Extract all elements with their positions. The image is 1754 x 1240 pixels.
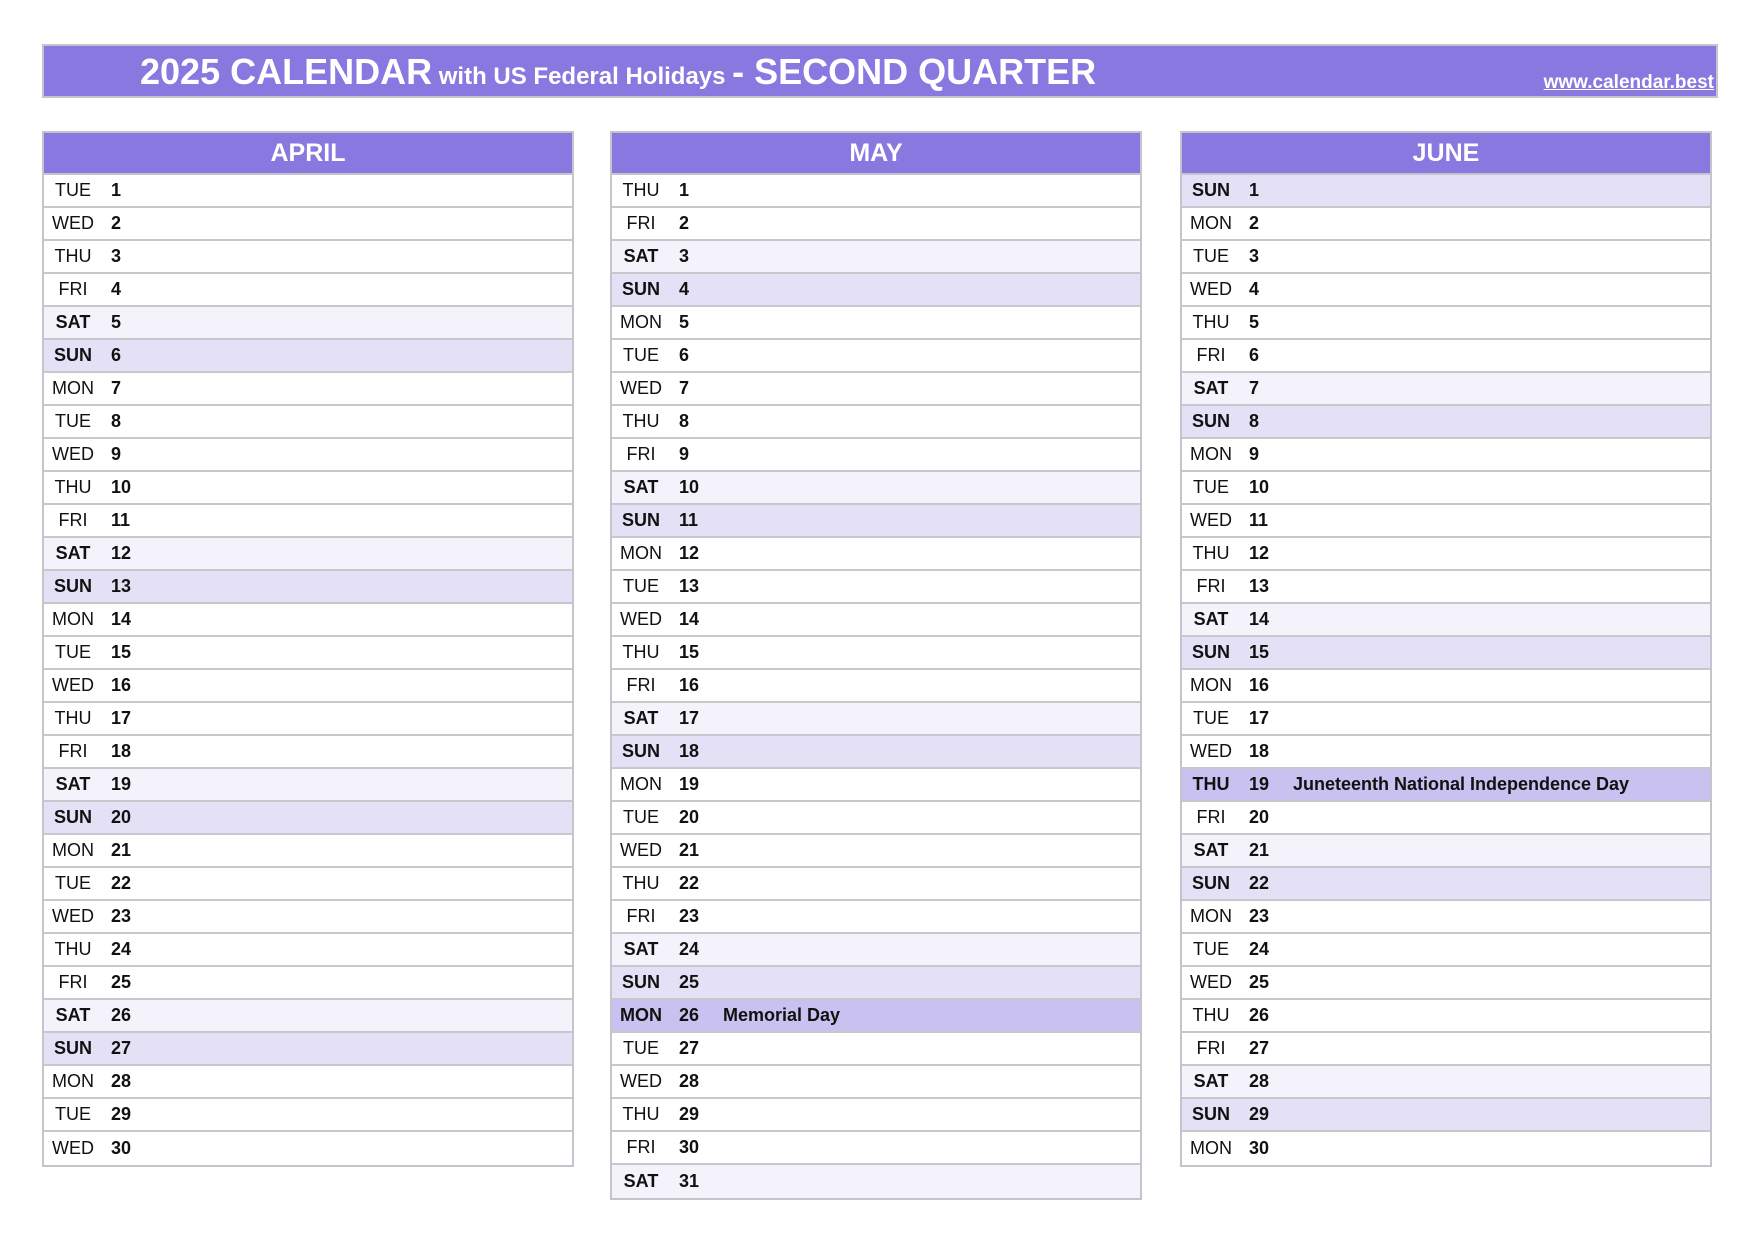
day-row (1182, 1000, 1710, 1033)
day-row (44, 406, 572, 439)
day-row (44, 538, 572, 571)
weekday-label: FRI (1196, 576, 1226, 596)
day-row (1182, 835, 1710, 868)
weekday-label: TUE (623, 345, 659, 365)
holiday-row (1182, 769, 1710, 802)
day-row (44, 934, 572, 967)
day-row (612, 967, 1140, 1000)
day-number: 17 (111, 708, 132, 728)
day-number: 26 (111, 1005, 132, 1025)
weekday-label: SAT (55, 543, 91, 563)
day-number: 2 (679, 213, 690, 233)
weekday-label: TUE (1193, 246, 1229, 266)
day-row (44, 835, 572, 868)
day-row (612, 901, 1140, 934)
weekday-label: FRI (58, 279, 88, 299)
day-row (44, 604, 572, 637)
day-row (612, 472, 1140, 505)
weekday-label: THU (1192, 1005, 1230, 1025)
day-row (44, 736, 572, 769)
day-row (1182, 802, 1710, 835)
month-header: JUNE (1182, 133, 1710, 175)
weekday-label: SUN (1191, 180, 1230, 200)
weekday-label: SUN (621, 972, 660, 992)
weekday-label: MON (1190, 444, 1232, 464)
day-row (612, 406, 1140, 439)
day-row (612, 208, 1140, 241)
day-row (1182, 604, 1710, 637)
day-number: 28 (111, 1071, 132, 1091)
day-row (44, 340, 572, 373)
day-number: 17 (1249, 708, 1270, 728)
weekday-label: FRI (626, 906, 656, 926)
day-number: 2 (111, 213, 122, 233)
day-row (1182, 505, 1710, 538)
weekday-label: MON (1190, 906, 1232, 926)
day-row (612, 439, 1140, 472)
day-number: 21 (111, 840, 132, 860)
day-row (1182, 373, 1710, 406)
day-row (44, 637, 572, 670)
weekday-label: MON (52, 840, 94, 860)
day-row (44, 1099, 572, 1132)
day-row (1182, 703, 1710, 736)
month-header: MAY (612, 133, 1140, 175)
day-number: 29 (1249, 1104, 1270, 1124)
weekday-label: SAT (55, 312, 91, 332)
title-quarter: - SECOND QUARTER (732, 51, 1097, 92)
day-number: 12 (1249, 543, 1270, 563)
weekday-label: THU (1192, 774, 1230, 794)
weekday-label: MON (52, 1071, 94, 1091)
day-row (612, 670, 1140, 703)
day-number: 23 (1249, 906, 1270, 926)
page-title (140, 50, 1096, 102)
day-number: 29 (111, 1104, 132, 1124)
weekday-label: TUE (55, 411, 91, 431)
weekday-label: SUN (53, 576, 92, 596)
day-number: 9 (679, 444, 690, 464)
day-number: 14 (679, 609, 700, 629)
weekday-label: TUE (55, 180, 91, 200)
day-number: 10 (111, 477, 132, 497)
weekday-label: SUN (621, 510, 660, 530)
day-row (44, 373, 572, 406)
day-row (1182, 406, 1710, 439)
day-number: 19 (111, 774, 132, 794)
day-row (44, 802, 572, 835)
day-number: 3 (1249, 246, 1260, 266)
day-row (44, 901, 572, 934)
day-row (612, 934, 1140, 967)
day-number: 12 (679, 543, 700, 563)
day-row (44, 703, 572, 736)
day-number: 25 (1249, 972, 1270, 992)
weekday-label: THU (1192, 543, 1230, 563)
weekday-label: SAT (1193, 378, 1229, 398)
day-number: 30 (111, 1138, 132, 1158)
weekday-label: FRI (58, 972, 88, 992)
weekday-label: TUE (623, 807, 659, 827)
day-row (612, 1132, 1140, 1165)
day-row (1182, 1066, 1710, 1099)
weekday-label: SAT (623, 246, 659, 266)
day-row (1182, 1099, 1710, 1132)
day-number: 27 (679, 1038, 700, 1058)
day-number: 26 (1249, 1005, 1270, 1025)
day-number: 8 (1249, 411, 1260, 431)
day-row (612, 1033, 1140, 1066)
weekday-label: WED (620, 378, 662, 398)
day-row (612, 505, 1140, 538)
weekday-label: FRI (626, 213, 656, 233)
day-number: 6 (679, 345, 690, 365)
day-row (44, 208, 572, 241)
weekday-label: SUN (53, 345, 92, 365)
day-number: 1 (111, 180, 122, 200)
day-list (612, 175, 1140, 1198)
day-row (44, 505, 572, 538)
day-row (44, 1033, 572, 1066)
day-row (612, 241, 1140, 274)
weekday-label: WED (52, 906, 94, 926)
weekday-label: TUE (55, 642, 91, 662)
day-number: 22 (111, 873, 132, 893)
day-row (44, 1000, 572, 1033)
day-number: 18 (111, 741, 132, 761)
day-number: 30 (679, 1137, 700, 1157)
day-number: 13 (1249, 576, 1270, 596)
day-number: 29 (679, 1104, 700, 1124)
weekday-label: FRI (1196, 345, 1226, 365)
day-number: 24 (111, 939, 132, 959)
day-row (44, 439, 572, 472)
weekday-label: WED (620, 1071, 662, 1091)
weekday-label: SAT (623, 708, 659, 728)
day-number: 30 (1249, 1138, 1270, 1158)
day-number: 25 (679, 972, 700, 992)
day-row (612, 835, 1140, 868)
holiday-name: Juneteenth National Independence Day (1293, 774, 1630, 794)
weekday-label: MON (620, 312, 662, 332)
weekday-label: THU (1192, 312, 1230, 332)
day-number: 15 (1249, 642, 1270, 662)
day-row (1182, 340, 1710, 373)
day-row (1182, 274, 1710, 307)
day-row (1182, 307, 1710, 340)
weekday-label: SUN (1191, 411, 1230, 431)
day-number: 20 (111, 807, 132, 827)
day-number: 1 (679, 180, 690, 200)
day-row (1182, 1132, 1710, 1165)
weekday-label: TUE (1193, 708, 1229, 728)
weekday-label: THU (622, 411, 660, 431)
month-header: APRIL (44, 133, 572, 175)
day-row (612, 340, 1140, 373)
day-row (44, 472, 572, 505)
day-row (612, 868, 1140, 901)
day-row (44, 175, 572, 208)
day-row (44, 769, 572, 802)
day-row (1182, 1033, 1710, 1066)
weekday-label: THU (622, 642, 660, 662)
weekday-label: MON (620, 774, 662, 794)
day-row (1182, 241, 1710, 274)
day-number: 4 (1249, 279, 1260, 299)
weekday-label: WED (52, 675, 94, 695)
day-number: 16 (111, 675, 132, 695)
day-number: 5 (1249, 312, 1260, 332)
day-number: 31 (679, 1171, 700, 1191)
day-number: 19 (679, 774, 700, 794)
day-row (1182, 175, 1710, 208)
month-table-june (1180, 131, 1712, 1167)
day-number: 12 (111, 543, 132, 563)
day-number: 28 (1249, 1071, 1270, 1091)
website-link[interactable]: www.calendar.best (1543, 72, 1714, 93)
day-row (612, 175, 1140, 208)
weekday-label: SUN (53, 807, 92, 827)
weekday-label: MON (1190, 213, 1232, 233)
month-table-april (42, 131, 574, 1167)
weekday-label: TUE (1193, 477, 1229, 497)
day-number: 21 (679, 840, 700, 860)
day-row (1182, 571, 1710, 604)
holiday-row (612, 1000, 1140, 1033)
title-subtitle: with US Federal Holidays (432, 63, 733, 90)
day-row (44, 1066, 572, 1099)
day-number: 2 (1249, 213, 1260, 233)
day-number: 4 (679, 279, 690, 299)
weekday-label: FRI (1196, 807, 1226, 827)
weekday-label: THU (54, 708, 92, 728)
day-row (612, 736, 1140, 769)
day-number: 16 (1249, 675, 1270, 695)
day-number: 26 (679, 1005, 700, 1025)
weekday-label: THU (622, 180, 660, 200)
day-row (612, 571, 1140, 604)
day-row (1182, 670, 1710, 703)
weekday-label: SAT (1193, 1071, 1229, 1091)
day-row (1182, 934, 1710, 967)
month-table-may (610, 131, 1142, 1200)
day-row (612, 769, 1140, 802)
day-number: 9 (1249, 444, 1260, 464)
day-number: 3 (111, 246, 122, 266)
day-number: 21 (1249, 840, 1270, 860)
day-number: 20 (679, 807, 700, 827)
day-row (44, 1132, 572, 1165)
day-row (612, 604, 1140, 637)
day-list (1182, 175, 1710, 1165)
weekday-label: WED (52, 1138, 94, 1158)
day-row (44, 241, 572, 274)
day-number: 8 (679, 411, 690, 431)
weekday-label: MON (620, 1005, 662, 1025)
day-number: 13 (111, 576, 132, 596)
weekday-label: WED (1190, 510, 1232, 530)
weekday-label: WED (620, 840, 662, 860)
weekday-label: SAT (1193, 609, 1229, 629)
weekday-label: THU (622, 1104, 660, 1124)
weekday-label: MON (1190, 1138, 1232, 1158)
weekday-label: THU (54, 939, 92, 959)
weekday-label: WED (620, 609, 662, 629)
weekday-label: FRI (626, 675, 656, 695)
day-number: 27 (1249, 1038, 1270, 1058)
weekday-label: TUE (55, 1104, 91, 1124)
weekday-label: MON (52, 378, 94, 398)
day-number: 11 (679, 510, 699, 530)
day-number: 22 (1249, 873, 1270, 893)
weekday-label: FRI (626, 444, 656, 464)
weekday-label: TUE (623, 1038, 659, 1058)
weekday-label: MON (52, 609, 94, 629)
day-number: 25 (111, 972, 132, 992)
weekday-label: SUN (621, 279, 660, 299)
day-row (1182, 967, 1710, 1000)
weekday-label: SAT (1193, 840, 1229, 860)
day-row (1182, 637, 1710, 670)
weekday-label: THU (54, 246, 92, 266)
day-number: 20 (1249, 807, 1270, 827)
day-number: 1 (1249, 180, 1260, 200)
day-number: 22 (679, 873, 700, 893)
day-number: 6 (111, 345, 122, 365)
day-row (612, 538, 1140, 571)
weekday-label: FRI (626, 1137, 656, 1157)
day-row (1182, 439, 1710, 472)
day-row (612, 274, 1140, 307)
weekday-label: MON (1190, 675, 1232, 695)
day-row (1182, 472, 1710, 505)
weekday-label: SUN (53, 1038, 92, 1058)
day-number: 15 (111, 642, 132, 662)
day-number: 18 (679, 741, 700, 761)
day-number: 14 (111, 609, 132, 629)
weekday-label: SAT (623, 939, 659, 959)
day-number: 7 (1249, 378, 1260, 398)
weekday-label: FRI (1196, 1038, 1226, 1058)
weekday-label: TUE (1193, 939, 1229, 959)
day-number: 17 (679, 708, 700, 728)
day-row (612, 1099, 1140, 1132)
title-year-calendar: 2025 CALENDAR (140, 51, 433, 92)
day-number: 7 (679, 378, 690, 398)
day-row (1182, 901, 1710, 934)
weekday-label: SAT (623, 477, 659, 497)
day-number: 24 (1249, 939, 1270, 959)
day-row (44, 967, 572, 1000)
weekday-label: WED (52, 213, 94, 233)
day-row (1182, 208, 1710, 241)
day-number: 8 (111, 411, 122, 431)
day-number: 23 (111, 906, 132, 926)
weekday-label: SAT (55, 774, 91, 794)
day-number: 15 (679, 642, 700, 662)
day-number: 14 (1249, 609, 1270, 629)
day-number: 7 (111, 378, 122, 398)
day-number: 5 (111, 312, 122, 332)
weekday-label: WED (1190, 741, 1232, 761)
day-row (612, 307, 1140, 340)
day-row (44, 868, 572, 901)
day-number: 10 (1249, 477, 1270, 497)
day-number: 6 (1249, 345, 1260, 365)
day-number: 10 (679, 477, 700, 497)
day-row (44, 307, 572, 340)
day-row (44, 274, 572, 307)
weekday-label: SUN (621, 741, 660, 761)
day-list (44, 175, 572, 1165)
day-number: 23 (679, 906, 700, 926)
day-number: 13 (679, 576, 700, 596)
day-number: 19 (1249, 774, 1270, 794)
day-row (1182, 868, 1710, 901)
day-row (612, 703, 1140, 736)
day-number: 3 (679, 246, 690, 266)
day-number: 11 (1249, 510, 1269, 530)
weekday-label: SUN (1191, 642, 1230, 662)
weekday-label: THU (622, 873, 660, 893)
day-number: 16 (679, 675, 700, 695)
weekday-label: SUN (1191, 1104, 1230, 1124)
weekday-label: WED (52, 444, 94, 464)
day-row (612, 1066, 1140, 1099)
holiday-name: Memorial Day (723, 1005, 841, 1025)
day-number: 9 (111, 444, 122, 464)
day-number: 11 (111, 510, 131, 530)
day-row (1182, 736, 1710, 769)
weekday-label: WED (1190, 972, 1232, 992)
weekday-label: SAT (55, 1005, 91, 1025)
weekday-label: THU (54, 477, 92, 497)
day-number: 5 (679, 312, 690, 332)
day-row (612, 802, 1140, 835)
weekday-label: FRI (58, 510, 88, 530)
weekday-label: SUN (1191, 873, 1230, 893)
day-number: 4 (111, 279, 122, 299)
day-row (1182, 538, 1710, 571)
weekday-label: TUE (55, 873, 91, 893)
day-row (44, 670, 572, 703)
day-number: 27 (111, 1038, 132, 1058)
weekday-label: MON (620, 543, 662, 563)
day-row (612, 1165, 1140, 1198)
day-row (44, 571, 572, 604)
weekday-label: TUE (623, 576, 659, 596)
day-row (612, 637, 1140, 670)
day-number: 24 (679, 939, 700, 959)
day-row (612, 373, 1140, 406)
title-banner (42, 44, 1718, 98)
weekday-label: FRI (58, 741, 88, 761)
weekday-label: WED (1190, 279, 1232, 299)
weekday-label: SAT (623, 1171, 659, 1191)
day-number: 18 (1249, 741, 1270, 761)
day-number: 28 (679, 1071, 700, 1091)
